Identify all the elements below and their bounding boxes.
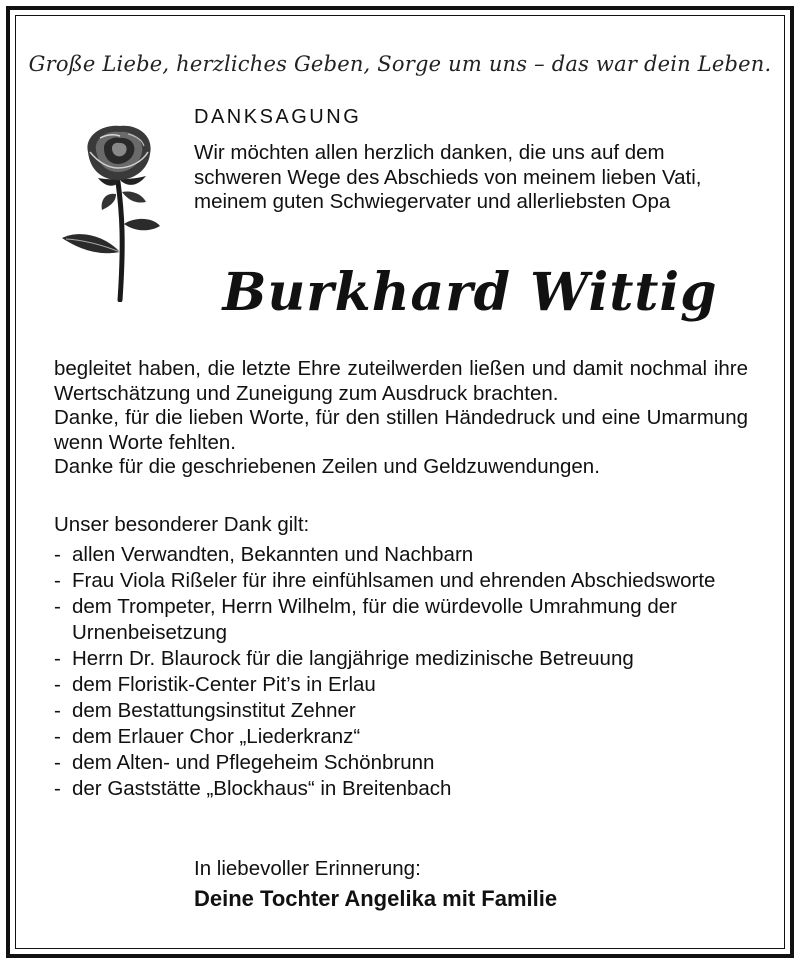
motto: Große Liebe, herzliches Geben, Sorge um uns – das war dein Leben. — [28, 52, 772, 76]
list-dash: - — [54, 751, 61, 774]
list-item-text: der Gaststätte „Blockhaus“ in Breitenbach — [72, 777, 452, 800]
list-item-text: dem Alten- und Pflegeheim Schönbrunn — [72, 751, 435, 774]
signature: Deine Tochter Angelika mit Familie — [194, 886, 558, 911]
body-text — [54, 357, 748, 480]
list-item — [54, 750, 754, 776]
list-dash: - — [54, 725, 61, 748]
list-dash: - — [54, 543, 61, 566]
list-item-text: dem Erlauer Chor „Liederkranz“ — [72, 725, 361, 748]
list-item — [54, 542, 754, 568]
list-item-text: Frau Viola Rißeler für ihre einfühlsamen und ehrenden Abschiedsworte — [72, 569, 716, 592]
list-dash: - — [54, 569, 61, 592]
list-item — [54, 594, 754, 646]
list-item — [54, 724, 754, 750]
list-dash: - — [54, 699, 61, 722]
list-item — [54, 568, 754, 594]
list-dash: - — [54, 673, 61, 696]
intro-text: Wir möchten allen herzlich danken, die uns auf dem schweren Wege des Abschieds von meinem lieben Vati, meinem guten Schwiegervater und allerliebsten Opa — [194, 141, 702, 213]
body-paragraph-1: begleitet haben, die letzte Ehre zuteilwerden ließen und damit nochmal ihre Wertschätzung und Zuneigung zum Ausdruck brachten. — [54, 357, 748, 405]
list-item — [54, 646, 754, 672]
deceased-name: Burkhard Wittig — [222, 262, 718, 323]
list-item-text: dem Floristik-Center Pit’s in Erlau — [72, 673, 376, 696]
body-paragraph-2: Danke, für die lieben Worte, für den stillen Händedruck und eine Umarmung wenn Worte fehlten. — [54, 406, 748, 454]
list-item — [54, 698, 754, 724]
list-item-text: allen Verwandten, Bekannten und Nachbarn — [72, 543, 474, 566]
body-paragraph-3: Danke für die geschriebenen Zeilen und Geldzuwendungen. — [54, 455, 600, 478]
closing-text: In liebevoller Erinnerung: — [194, 857, 421, 880]
list-item-text: dem Trompeter, Herrn Wilhelm, für die würdevolle Umrahmung der Urnenbeisetzung — [72, 595, 677, 644]
list-item — [54, 776, 754, 802]
list-item-text: Herrn Dr. Blaurock für die langjährige medizinische Betreuung — [72, 647, 634, 670]
heading: DANKSAGUNG — [194, 106, 362, 128]
thanks-list — [54, 542, 754, 802]
thanks-title: Unser besonderer Dank gilt: — [54, 513, 310, 536]
list-item — [54, 672, 754, 698]
list-item-text: dem Bestattungsinstitut Zehner — [72, 699, 356, 722]
list-dash: - — [54, 777, 61, 800]
list-dash: - — [54, 595, 61, 618]
list-dash: - — [54, 647, 61, 670]
